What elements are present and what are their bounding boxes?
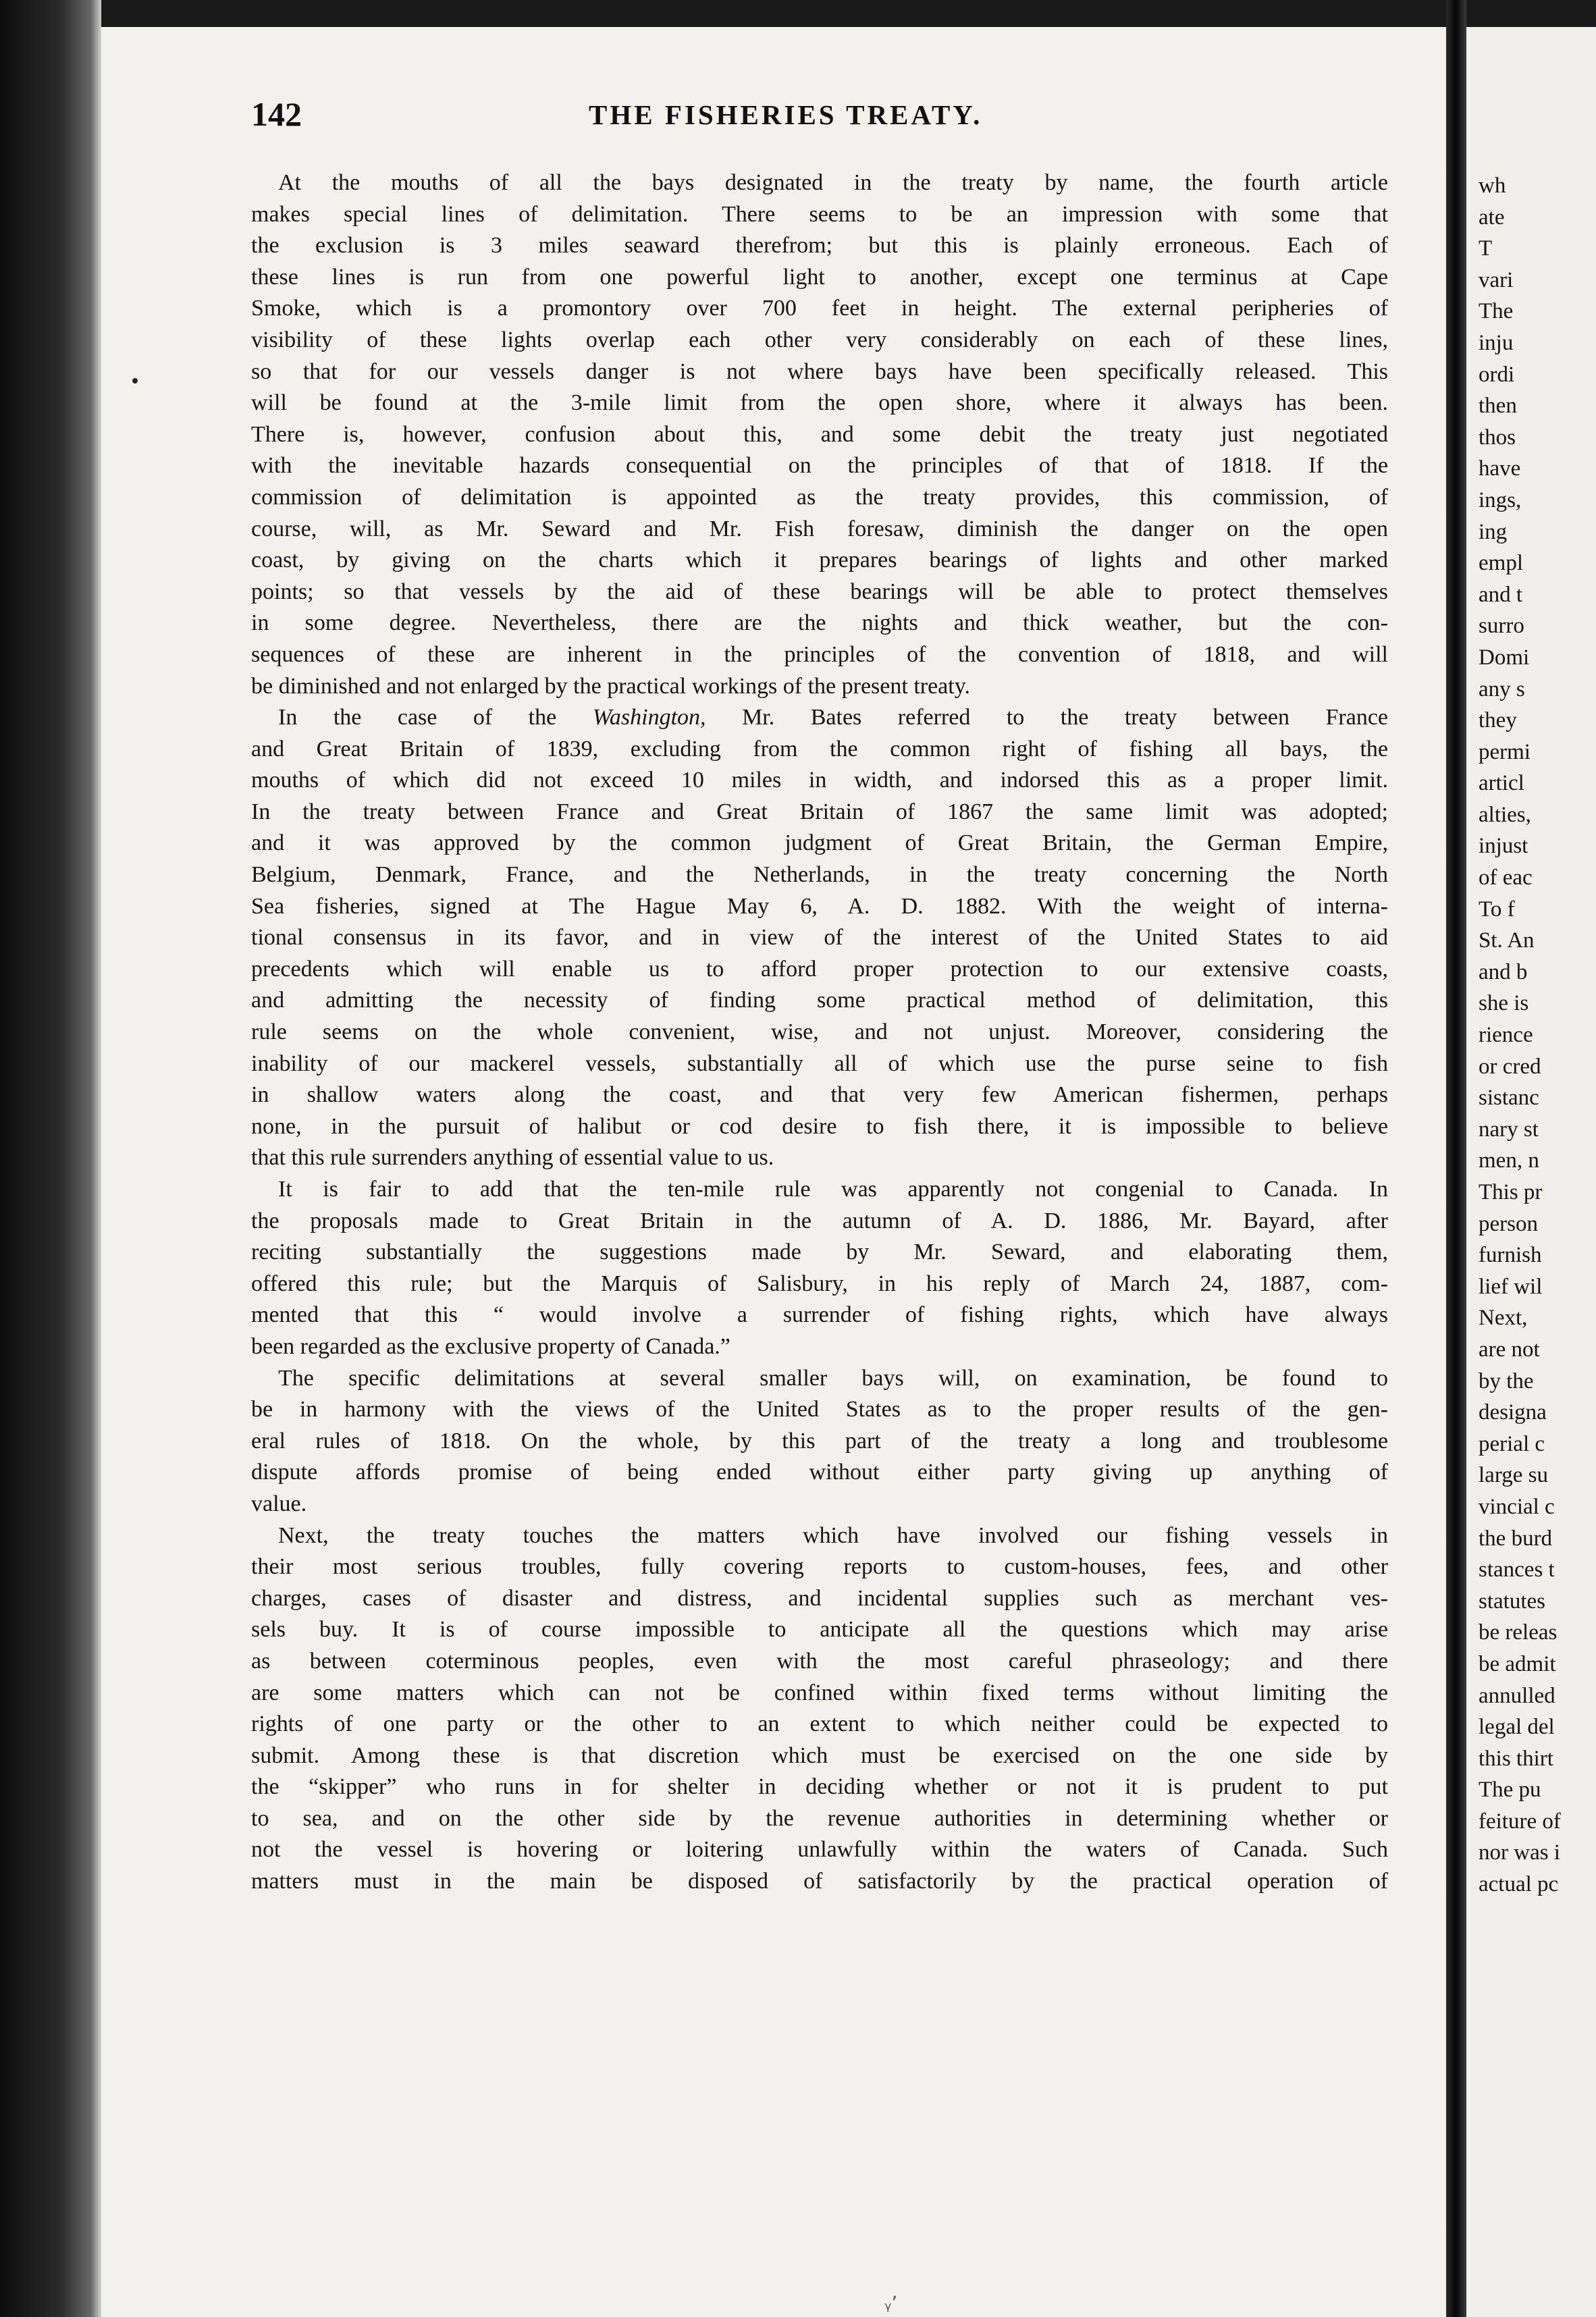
facing-page-line: and b <box>1479 959 1528 984</box>
text-line: course, will, as Mr. Seward and Mr. Fish foresaw, diminish the danger on the open <box>251 516 1388 541</box>
text-line: charges, cases of disaster and distress, and incidental supplies such as merchant ves- <box>251 1585 1388 1611</box>
text-line: be diminished and not enlarged by the practical workings of the present treaty. <box>251 673 971 699</box>
facing-page-line: T <box>1479 236 1493 261</box>
facing-page-line: injust <box>1479 834 1528 859</box>
text-run: In the case of the <box>278 705 593 730</box>
text-line: that this rule surrenders anything of essential value to us. <box>251 1145 774 1171</box>
text-line: sels buy. It is of course impossible to anticipate all the questions which may arise <box>251 1617 1388 1643</box>
text-run: Mr. Bates referred to the treaty between France <box>706 705 1388 730</box>
text-line: dispute affords promise of being ended without either party giving up anything of <box>251 1460 1388 1485</box>
book-gutter <box>1446 0 1466 2317</box>
facing-page-line: permi <box>1479 739 1531 764</box>
facing-page-line: any s <box>1479 676 1525 701</box>
facing-page-line: The pu <box>1479 1778 1541 1803</box>
text-line: Smoke, which is a promontory over 700 feet in height. The external peripheries of <box>251 296 1388 321</box>
text-line: the exclusion is 3 miles seaward therefrom; but this is plainly erroneous. Each of <box>251 233 1388 259</box>
vessel-name: Washington, <box>592 705 706 730</box>
facing-page-line: she is <box>1479 991 1529 1016</box>
facing-page-line: articl <box>1479 771 1524 796</box>
facing-page-line: large su <box>1479 1463 1548 1488</box>
facing-page-line: statutes <box>1479 1589 1545 1614</box>
text-line: inability of our mackerel vessels, substantially all of which use the purse seine to fish <box>251 1050 1388 1076</box>
text-line: none, in the pursuit of halibut or cod desire to fish there, it is impossible to believe <box>251 1113 1388 1139</box>
facing-page-line: by the <box>1479 1368 1534 1393</box>
facing-page-line: men, n <box>1479 1148 1539 1173</box>
text-line: The specific delimitations at several smaller bays will, on examination, be found to <box>278 1365 1388 1391</box>
facing-page-line: be admit <box>1479 1651 1556 1676</box>
facing-page-line: To f <box>1479 897 1515 922</box>
text-line: and it was approved by the common judgment of Great Britain, the German Empire, <box>251 830 1388 856</box>
facing-page-line: vincial c <box>1479 1494 1555 1519</box>
bottom-scan-mark: ᵧʼ <box>884 2292 898 2314</box>
text-line: points; so that vessels by the aid of these bearings will be able to protect themselves <box>251 579 1388 604</box>
text-line: and admitting the necessity of finding some practical method of delimitation, this <box>251 988 1388 1013</box>
text-line: precedents which will enable us to afford proper protection to our extensive coasts, <box>251 956 1388 982</box>
text-line: In the treaty between France and Great Britain of 1867 the same limit was adopted; <box>251 799 1388 824</box>
facing-page-line: rience <box>1479 1023 1533 1048</box>
facing-page-line: or cred <box>1479 1054 1541 1079</box>
facing-page-line: this thirt <box>1479 1746 1553 1771</box>
text-line: been regarded as the exclusive property of Canada.” <box>251 1333 730 1359</box>
facing-page-line: alties, <box>1479 802 1531 827</box>
facing-page-line: Next, <box>1479 1306 1528 1331</box>
facing-page-line: then <box>1479 394 1517 419</box>
text-line: mouths of which did not exceed 10 miles in width, and indorsed this as a proper limit. <box>251 768 1388 793</box>
facing-page-line: be releas <box>1479 1620 1558 1645</box>
text-line: value. <box>251 1491 307 1516</box>
text-line: sequences of these are inherent in the principles of the convention of 1818, and will <box>251 641 1388 667</box>
text-line: are some matters which can not be confined within fixed terms without limiting the <box>251 1680 1388 1705</box>
text-line <box>251 702 1388 734</box>
facing-page-line: empl <box>1479 551 1523 576</box>
facing-page-line: and t <box>1479 582 1523 607</box>
facing-page-line: legal del <box>1479 1715 1555 1740</box>
facing-page-line: lief wil <box>1479 1274 1543 1299</box>
facing-page-line: nary st <box>1479 1117 1539 1142</box>
facing-page-line: vari <box>1479 267 1514 292</box>
facing-page-line: actual pc <box>1479 1872 1559 1897</box>
text-line: coast, by giving on the charts which it prepares bearings of lights and other marked <box>251 548 1388 573</box>
text-line: these lines is run from one powerful light to another, except one terminus at Cape <box>251 264 1388 290</box>
facing-page-line: of eac <box>1479 865 1533 890</box>
text-line: to sea, and on the other side by the revenue authorities in determining whether or <box>251 1805 1388 1831</box>
facing-page-line: are not <box>1479 1337 1540 1362</box>
text-line: in shallow waters along the coast, and that very few American fishermen, perhaps <box>251 1082 1388 1108</box>
text-line: There is, however, confusion about this, and some debit the treaty just negotiated <box>251 421 1388 447</box>
text-line: not the vessel is hovering or loitering unlawfully within the waters of Canada. Such <box>251 1837 1388 1863</box>
text-line: be in harmony with the views of the United States as to the proper results of the gen- <box>251 1397 1388 1422</box>
facing-page-line: have <box>1479 456 1521 481</box>
facing-page-line: designa <box>1479 1400 1547 1425</box>
text-line: the “skipper” who runs in for shelter in deciding whether or not it is prudent to put <box>251 1774 1388 1800</box>
text-line: visibility of these lights overlap each other very considerably on each of these lines, <box>251 327 1388 352</box>
text-line: eral rules of 1818. On the whole, by this part of the treaty a long and troublesome <box>251 1428 1388 1454</box>
facing-page-line: they <box>1479 708 1517 733</box>
facing-page-fragment <box>1466 27 1596 2317</box>
text-line: matters must in the main be disposed of satisfactorily by the practical operation of <box>251 1869 1388 1894</box>
text-line: rule seems on the whole convenient, wise, and not unjust. Moreover, considering the <box>251 1019 1388 1045</box>
text-line: so that for our vessels danger is not where bays have been specifically released. This <box>251 358 1388 384</box>
text-line: the proposals made to Great Britain in the autumn of A. D. 1886, Mr. Bayard, after <box>251 1208 1388 1233</box>
facing-page-line: thos <box>1479 425 1516 450</box>
text-line: and Great Britain of 1839, excluding from the common right of fishing all bays, the <box>251 736 1388 762</box>
facing-page-line: ing <box>1479 519 1508 544</box>
facing-page-line: surro <box>1479 614 1524 639</box>
text-line: mented that this “ would involve a surrender of fishing rights, which have always <box>251 1302 1388 1328</box>
text-line: with the inevitable hazards consequential on the principles of that of 1818. If the <box>251 453 1388 479</box>
ink-speck <box>132 378 138 383</box>
facing-page-line: furnish <box>1479 1243 1542 1268</box>
facing-page-text <box>1479 170 1596 1900</box>
text-line: Next, the treaty touches the matters which have involved our fishing vessels in <box>278 1522 1388 1548</box>
page-number: 142 <box>251 95 302 133</box>
facing-page-line: feiture of <box>1479 1809 1561 1834</box>
text-line: will be found at the 3-mile limit from the open shore, where it always has been. <box>251 390 1388 416</box>
text-line: commission of delimitation is appointed as the treaty provides, this commission, of <box>251 484 1388 510</box>
text-line: rights of one party or the other to an extent to which neither could be expected to <box>251 1711 1388 1737</box>
text-line: reciting substantially the suggestions made by Mr. Seward, and elaborating them, <box>251 1240 1388 1265</box>
text-line: as between coterminous peoples, even with the most careful phraseology; and there <box>251 1648 1388 1674</box>
facing-page-line: person <box>1479 1211 1538 1236</box>
facing-page-line: the burd <box>1479 1526 1553 1551</box>
facing-page-line: ings, <box>1479 487 1522 512</box>
running-title: THE FISHERIES TREATY. <box>589 99 983 130</box>
facing-page-line: annulled <box>1479 1683 1555 1708</box>
text-line: It is fair to add that the ten-mile rule was apparently not congenial to Canada. In <box>278 1177 1388 1202</box>
facing-page-line: inju <box>1479 330 1514 355</box>
facing-page-line: ordi <box>1479 362 1515 387</box>
facing-page-line: perial c <box>1479 1431 1545 1456</box>
facing-page-line: nor was i <box>1479 1840 1560 1865</box>
text-line: Belgium, Denmark, France, and the Netherlands, in the treaty concerning the North <box>251 862 1388 888</box>
facing-page-line: ate <box>1479 205 1505 230</box>
facing-page-line: wh <box>1479 174 1506 198</box>
text-line: Sea fisheries, signed at The Hague May 6, A. D. 1882. With the weight of interna- <box>251 893 1388 919</box>
scan-left-border <box>0 0 101 2317</box>
body-text <box>251 167 1388 1898</box>
text-line: At the mouths of all the bays designated in the treaty by name, the fourth article <box>278 170 1388 195</box>
text-line: makes special lines of delimitation. There seems to be an impression with some that <box>251 201 1388 227</box>
text-line: submit. Among these is that discretion which must be exercised on the one side by <box>251 1742 1388 1768</box>
text-line: in some degree. Nevertheless, there are the nights and thick weather, but the con- <box>251 610 1388 636</box>
facing-page-line: Domi <box>1479 645 1530 670</box>
facing-page-line: sistanc <box>1479 1086 1539 1111</box>
facing-page-line: This pr <box>1479 1180 1543 1204</box>
facing-page-line: The <box>1479 299 1514 324</box>
text-line: offered this rule; but the Marquis of Salisbury, in his reply of March 24, 1887, com- <box>251 1271 1388 1296</box>
facing-page-line: St. An <box>1479 928 1535 953</box>
text-line: tional consensus in its favor, and in view of the interest of the United States to aid <box>251 925 1388 951</box>
page-header <box>251 95 1388 135</box>
facing-page-line: stances t <box>1479 1557 1555 1582</box>
text-line: their most serious troubles, fully covering reports to custom-houses, fees, and other <box>251 1554 1388 1580</box>
